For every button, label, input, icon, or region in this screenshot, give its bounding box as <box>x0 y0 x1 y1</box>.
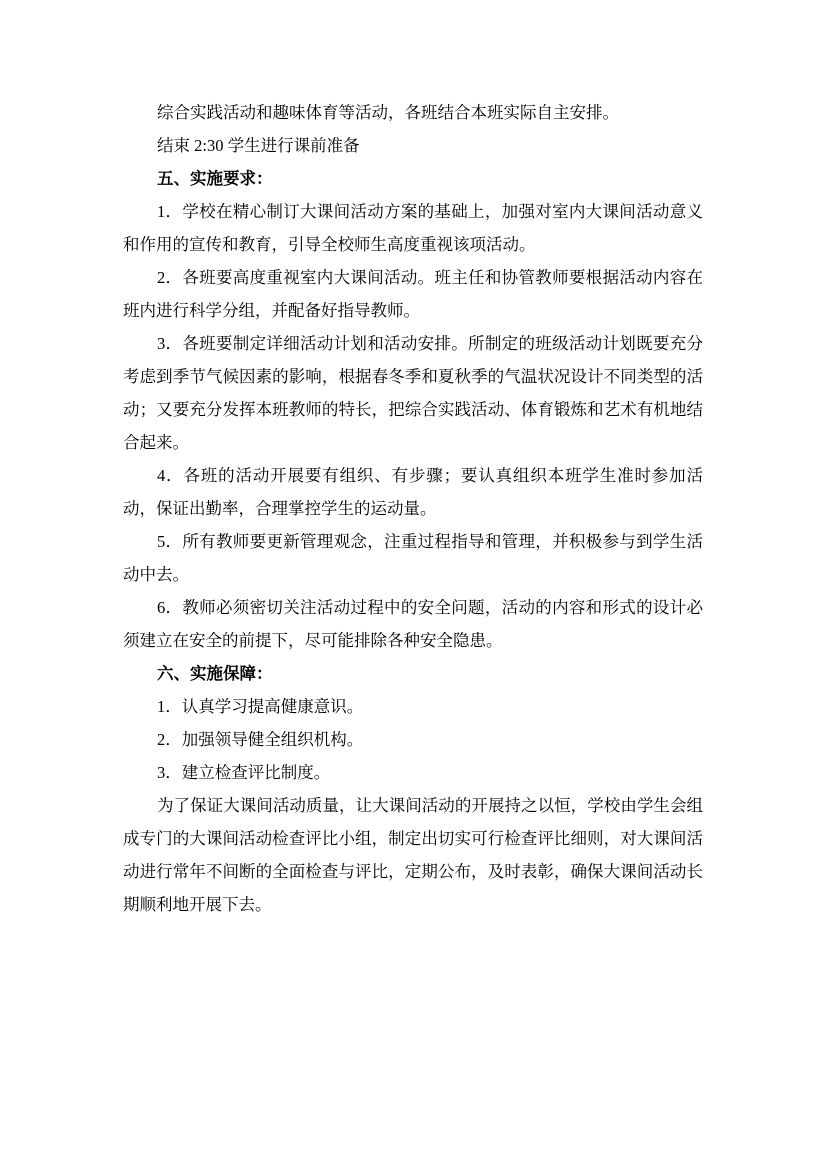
heading-implementation-safeguards: 六、实施保障： <box>157 664 273 683</box>
safeguard-item-1: 1．认真学习提高健康意识。 <box>157 697 364 716</box>
safeguard-item-2: 2．加强领导健全组织机构。 <box>157 730 364 749</box>
safeguard-item-3: 3．建立检查评比制度。 <box>157 763 331 782</box>
requirement-item-4: 4．各班的活动开展要有组织、有步骤；要认真组织本班学生准时参加活动，保证出勤率，合理掌控学生的运动量。 <box>123 466 703 518</box>
requirement-item-2: 2．各班要高度重视室内大课间活动。班主任和协管教师要根据活动内容在班内进行科学分组，并配备好指导教师。 <box>123 268 703 320</box>
heading-implementation-requirements: 五、实施要求： <box>157 169 273 188</box>
para-activity-arrangement: 综合实践活动和趣味体育等活动，各班结合本班实际自主安排。 <box>157 103 619 122</box>
requirement-item-1: 1．学校在精心制订大课间活动方案的基础上，加强对室内大课间活动意义和作用的宣传和教育，引导全校师生高度重视该项活动。 <box>123 202 703 254</box>
para-schedule-end: 结束 2:30 学生进行课前准备 <box>157 136 360 155</box>
para-closing: 为了保证大课间活动质量，让大课间活动的开展持之以恒，学校由学生会组成专门的大课间活动检查评比小组，制定出切实可行检查评比细则，对大课间活动进行常年不间断的全面检查与评比，定期公布，及时表彰，确保大课间活动长期顺利地开展下去。 <box>123 796 703 914</box>
requirement-item-6: 6．教师必须密切关注活动过程中的安全问题，活动的内容和形式的设计必须建立在安全的前提下，尽可能排除各种安全隐患。 <box>123 598 703 650</box>
requirement-item-5: 5．所有教师要更新管理观念，注重过程指导和管理，并积极参与到学生活动中去。 <box>123 532 703 584</box>
requirement-item-3: 3．各班要制定详细活动计划和活动安排。所制定的班级活动计划既要充分考虑到季节气候因素的影响，根据春冬季和夏秋季的气温状况设计不同类型的活动；又要充分发挥本班教师的特长，把综合实践活动、体育锻炼和艺术有机地结合起来。 <box>123 334 703 452</box>
